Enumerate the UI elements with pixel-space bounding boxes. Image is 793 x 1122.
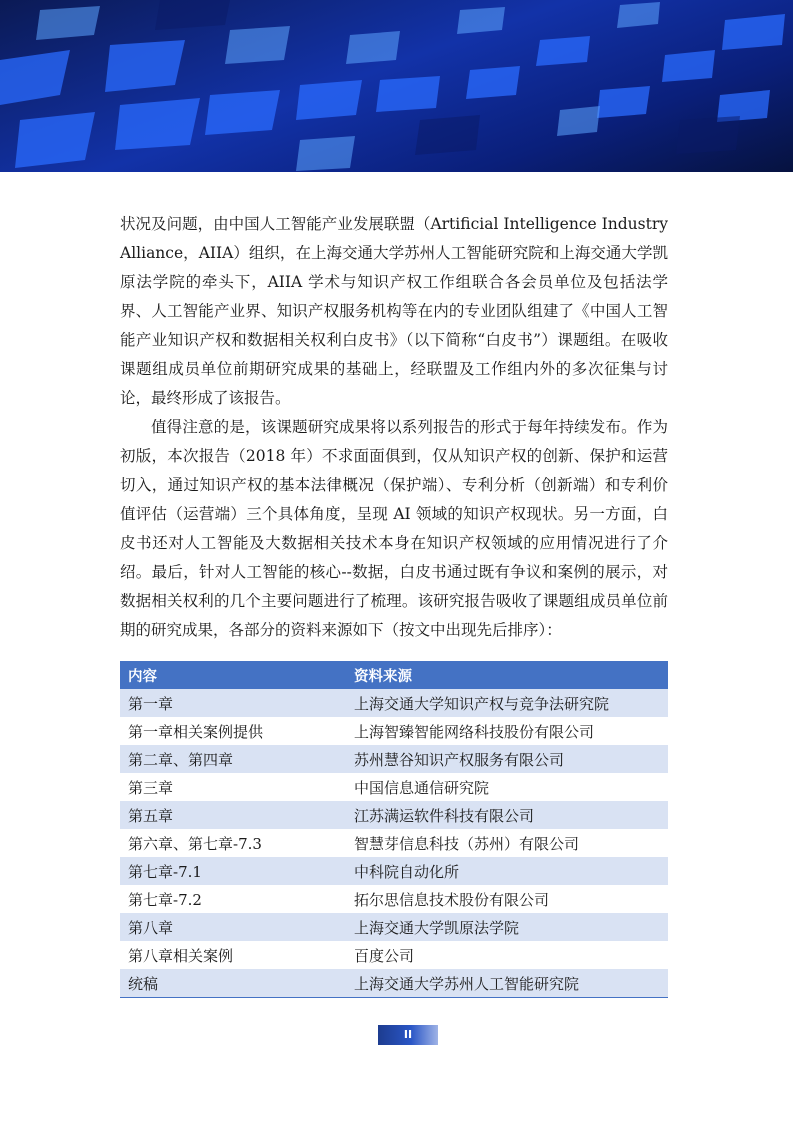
row-source: 上海交通大学知识产权与竞争法研究院 <box>346 689 668 717</box>
row-source: 中国信息通信研究院 <box>346 773 668 801</box>
row-content: 第五章 <box>120 801 346 829</box>
row-content: 第六章、第七章-7.3 <box>120 829 346 857</box>
table-header-row <box>120 661 668 689</box>
row-content: 第八章 <box>120 913 346 941</box>
row-source: 上海交通大学凯原法学院 <box>346 913 668 941</box>
row-content: 第七章-7.2 <box>120 885 346 913</box>
table-row <box>120 717 668 745</box>
row-content: 第三章 <box>120 773 346 801</box>
row-source: 中科院自动化所 <box>346 857 668 885</box>
table-row <box>120 885 668 913</box>
header-content: 内容 <box>120 661 346 689</box>
paragraph-2: 值得注意的是，该课题研究成果将以系列报告的形式于每年持续发布。作为初版，本次报告（2018 年）不求面面俱到，仅从知识产权的创新、保护和运营切入，通过知识产权的基本法律概况（保护端）、专利分析（创新端）和专利价值评估（运营端）三个具体角度，呈现 AI 领域的知识产权现状。另一方面，白皮书还对人工智能及大数据相关技术本身在知识产权领域的应用情况进行了介绍。最后，针对人工智能的核心--数据，白皮书通过既有争议和案例的展示，对数据相关权利的几个主要问题进行了梳理。该研究报告吸收了课题组成员单位前期的研究成果，各部分的资料来源如下（按文中出现先后排序）： <box>120 418 668 639</box>
row-source: 苏州慧谷知识产权服务有限公司 <box>346 745 668 773</box>
page-number: II <box>378 1025 438 1045</box>
row-source: 百度公司 <box>346 941 668 969</box>
table-row <box>120 913 668 941</box>
table-row <box>120 941 668 969</box>
table-row <box>120 801 668 829</box>
row-source: 江苏满运软件科技有限公司 <box>346 801 668 829</box>
row-content: 第二章、第四章 <box>120 745 346 773</box>
row-content: 第八章相关案例 <box>120 941 346 969</box>
paragraph-1: 状况及问题，由中国人工智能产业发展联盟（Artificial Intelligence Industry Alliance，AIIA）组织，在上海交通大学苏州人工智能研究院和上海交通大学凯原法学院的牵头下，AIIA 学术与知识产权工作组联合各会员单位及包括法学界、人工智能产业界、知识产权服务机构等在内的专业团队组建了《中国人工智能产业知识产权和数据相关权利白皮书》（以下简称“白皮书”）课题组。在吸收课题组成员单位前期研究成果的基础上，经联盟及工作组内外的多次征集与讨论，最终形成了该报告。 <box>120 215 668 407</box>
row-source: 智慧芽信息科技（苏州）有限公司 <box>346 829 668 857</box>
row-source: 上海交通大学苏州人工智能研究院 <box>346 969 668 998</box>
row-source: 上海智臻智能网络科技股份有限公司 <box>346 717 668 745</box>
table-row <box>120 745 668 773</box>
table-row <box>120 773 668 801</box>
banner-tile-pattern <box>0 0 793 172</box>
row-content: 统稿 <box>120 969 346 998</box>
source-table <box>120 661 668 998</box>
table-row <box>120 969 668 998</box>
row-content: 第一章 <box>120 689 346 717</box>
table-row <box>120 857 668 885</box>
table-row <box>120 829 668 857</box>
header-banner <box>0 0 793 172</box>
header-source: 资料来源 <box>346 661 668 689</box>
row-content: 第七章-7.1 <box>120 857 346 885</box>
body-text <box>120 210 668 645</box>
row-content: 第一章相关案例提供 <box>120 717 346 745</box>
table-row <box>120 689 668 717</box>
row-source: 拓尔思信息技术股份有限公司 <box>346 885 668 913</box>
